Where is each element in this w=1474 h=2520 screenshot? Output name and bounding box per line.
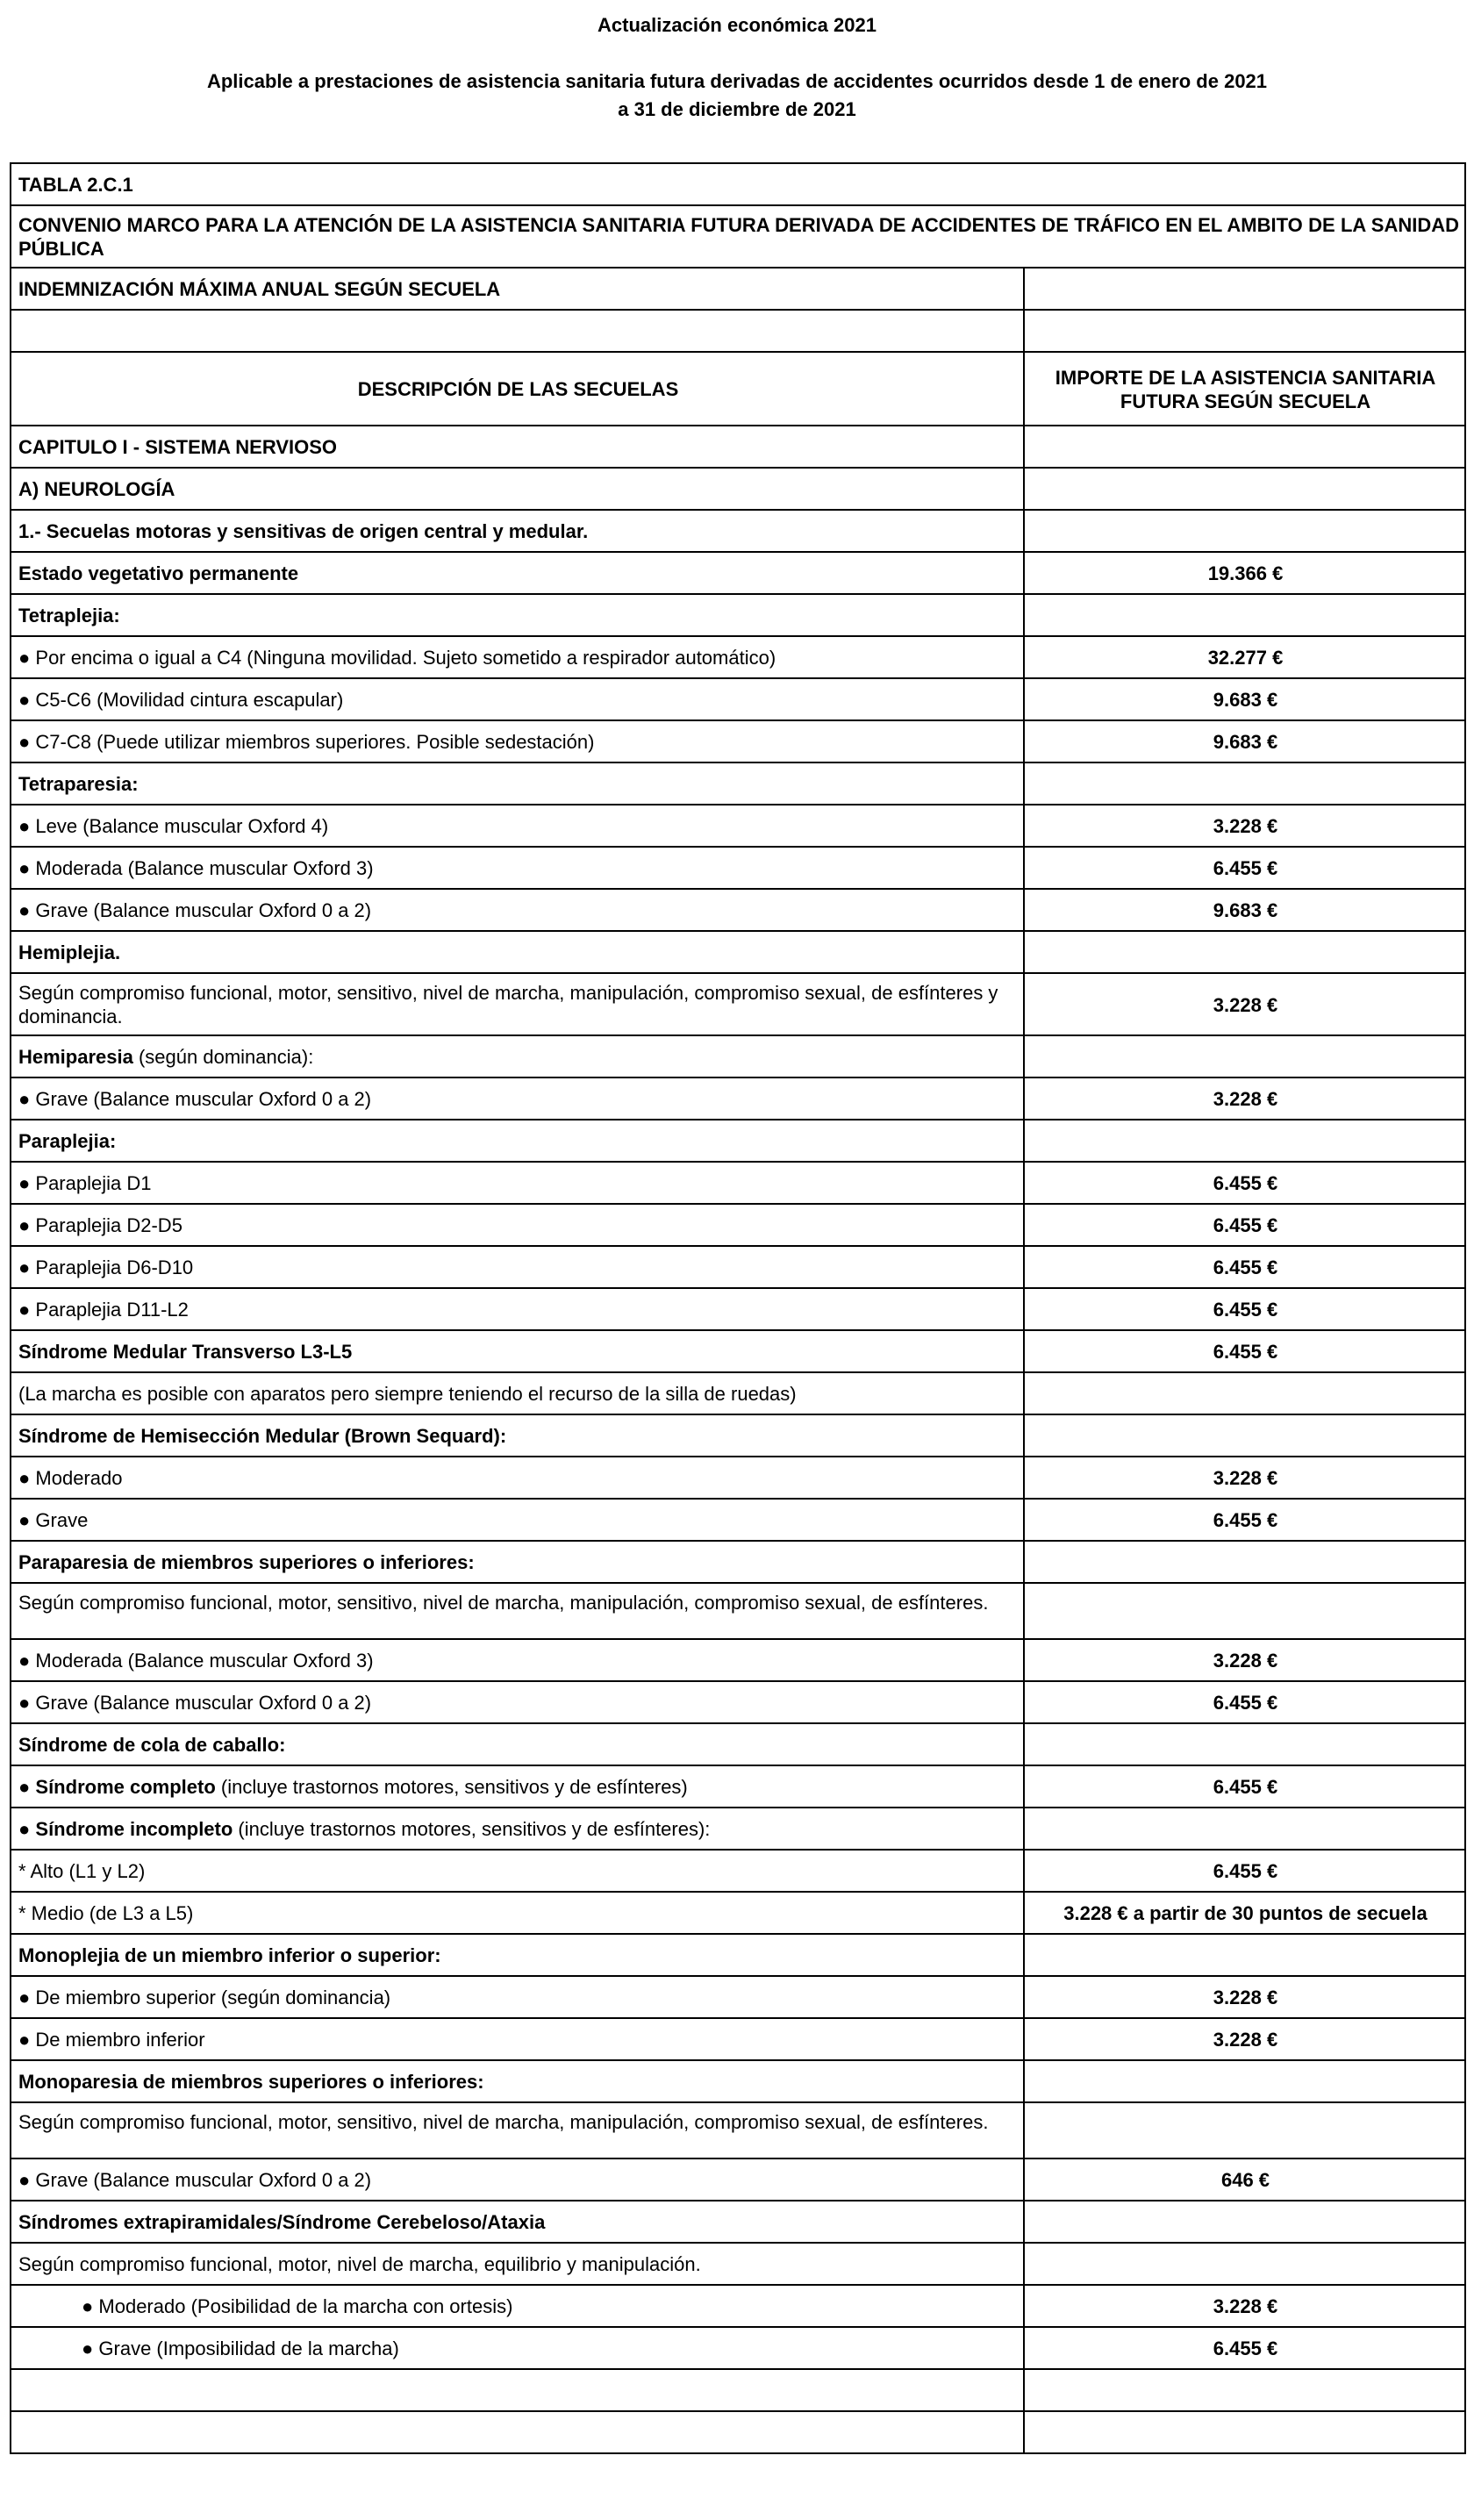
- document-subheading: Aplicable a prestaciones de asistencia sanitaria futura derivadas de accidentes ocurridos desde 1 de enero de 2021: [206, 70, 1268, 92]
- secuela-amount: 6.455 €: [1024, 1681, 1465, 1723]
- description-text: ● Grave: [18, 1509, 89, 1531]
- description-bold-text: Paraplejia:: [18, 1130, 117, 1152]
- secuela-description: [11, 2411, 1024, 2453]
- description-text: (La marcha es posible con aparatos pero siempre teniendo el recurso de la silla de ruedas): [18, 1383, 797, 1405]
- description-text: (según dominancia):: [132, 1046, 314, 1068]
- description-text: ● Moderado (Posibilidad de la marcha con ortesis): [82, 2295, 513, 2317]
- secuela-amount: [1024, 2243, 1465, 2285]
- table-row: [11, 426, 1465, 468]
- secuela-description: [11, 426, 1024, 468]
- secuela-amount: 646 €: [1024, 2158, 1465, 2201]
- table-row: [11, 2411, 1465, 2453]
- secuela-description: [11, 2285, 1024, 2327]
- table-row: [11, 720, 1465, 762]
- description-bold-text: Hemiparesia: [18, 1046, 133, 1068]
- secuela-amount: 6.455 €: [1024, 1204, 1465, 1246]
- column-header-description: DESCRIPCIÓN DE LAS SECUELAS: [11, 352, 1024, 426]
- secuela-amount: [1024, 468, 1465, 510]
- secuela-amount: 3.228 €: [1024, 1639, 1465, 1681]
- secuela-description: [11, 805, 1024, 847]
- table-row: [11, 847, 1465, 889]
- secuela-description: [11, 1892, 1024, 1934]
- description-text: ● C7-C8 (Puede utilizar miembros superiores. Posible sedestación): [18, 731, 595, 753]
- description-text: ● Grave (Imposibilidad de la marcha): [82, 2337, 399, 2359]
- table-row: [11, 1162, 1465, 1204]
- secuela-amount: [1024, 2201, 1465, 2243]
- secuela-description: [11, 636, 1024, 678]
- table-row: [11, 2018, 1465, 2060]
- secuela-description: [11, 1723, 1024, 1765]
- description-text: * Alto (L1 y L2): [18, 1860, 146, 1882]
- description-bold-text: Estado vegetativo permanente: [18, 562, 299, 584]
- description-text: (incluye trastornos motores, sensitivos y de esfínteres): [215, 1776, 688, 1798]
- secuela-amount: 19.366 €: [1024, 552, 1465, 594]
- table-row: [11, 2158, 1465, 2201]
- description-bold-text: ● Síndrome completo: [18, 1776, 216, 1798]
- description-bold-text: Hemiplejia.: [18, 941, 121, 963]
- table-row: [11, 552, 1465, 594]
- description-bold-text: Tetraplejia:: [18, 605, 120, 626]
- description-bold-text: Monoparesia de miembros superiores o inferiores:: [18, 2071, 484, 2093]
- secuela-description: [11, 552, 1024, 594]
- table-row: [11, 805, 1465, 847]
- table-row: [11, 1457, 1465, 1499]
- secuela-amount: [1024, 762, 1465, 805]
- description-text: Según compromiso funcional, motor, sensitivo, nivel de marcha, manipulación, compromiso sexual, de esfínteres y dominancia.: [18, 982, 998, 1027]
- secuela-amount: [1024, 2060, 1465, 2102]
- table-id: TABLA 2.C.1: [11, 163, 1465, 205]
- secuela-amount: 6.455 €: [1024, 1850, 1465, 1892]
- secuela-amount: 9.683 €: [1024, 678, 1465, 720]
- description-bold-text: Tetraparesia:: [18, 773, 139, 795]
- table-row: [11, 1288, 1465, 1330]
- table-row: [11, 678, 1465, 720]
- secuela-description: [11, 1541, 1024, 1583]
- table-row: [11, 2285, 1465, 2327]
- document-heading: Actualización económica 2021: [597, 14, 877, 36]
- secuela-amount: [1024, 1808, 1465, 1850]
- description-text: ● De miembro inferior: [18, 2029, 205, 2051]
- description-text: ● Grave (Balance muscular Oxford 0 a 2): [18, 899, 372, 921]
- secuela-amount: 3.228 €: [1024, 1457, 1465, 1499]
- table-row: [11, 636, 1465, 678]
- document-subheading-date-range: a 31 de diciembre de 2021: [618, 98, 856, 120]
- secuela-description: [11, 1330, 1024, 1372]
- table-row: [11, 762, 1465, 805]
- table-row: [11, 1808, 1465, 1850]
- compensation-table: [10, 162, 1466, 2454]
- secuela-amount: 32.277 €: [1024, 636, 1465, 678]
- secuela-description: [11, 973, 1024, 1035]
- description-text: * Medio (de L3 a L5): [18, 1902, 194, 1924]
- table-row: [11, 594, 1465, 636]
- secuela-description: [11, 720, 1024, 762]
- table-row: [11, 973, 1465, 1035]
- table-row: [11, 2060, 1465, 2102]
- table-row: [11, 468, 1465, 510]
- description-text: ● De miembro superior (según dominancia): [18, 1987, 391, 2008]
- table-row: [11, 1892, 1465, 1934]
- secuela-description: [11, 889, 1024, 931]
- table-row: [11, 1330, 1465, 1372]
- table-subtitle: INDEMNIZACIÓN MÁXIMA ANUAL SEGÚN SECUELA: [11, 268, 1024, 310]
- secuela-description: [11, 1457, 1024, 1499]
- table-row: [11, 2327, 1465, 2369]
- secuela-description: [11, 1681, 1024, 1723]
- secuela-amount: [1024, 510, 1465, 552]
- secuela-description: [11, 1583, 1024, 1639]
- table-row: [11, 931, 1465, 973]
- table-row: [11, 510, 1465, 552]
- secuela-amount: 3.228 €: [1024, 805, 1465, 847]
- description-text: ● Moderada (Balance muscular Oxford 3): [18, 857, 374, 879]
- secuela-amount: 3.228 € a partir de 30 puntos de secuela: [1024, 1892, 1465, 1934]
- secuela-description: [11, 2158, 1024, 2201]
- table-row: [11, 1583, 1465, 1639]
- secuela-amount: 6.455 €: [1024, 1330, 1465, 1372]
- table-row: [11, 1035, 1465, 1077]
- secuela-amount: [1024, 1934, 1465, 1976]
- secuela-amount: [1024, 2102, 1465, 2158]
- description-text: ● Paraplejia D2-D5: [18, 1214, 182, 1236]
- secuela-description: [11, 2327, 1024, 2369]
- secuela-description: [11, 2369, 1024, 2411]
- secuela-amount: [1024, 1414, 1465, 1457]
- secuela-description: [11, 1639, 1024, 1681]
- description-text: ● Paraplejia D11-L2: [18, 1299, 189, 1321]
- secuela-amount: 6.455 €: [1024, 1499, 1465, 1541]
- description-text: ● Grave (Balance muscular Oxford 0 a 2): [18, 1088, 372, 1110]
- description-text: ● Paraplejia D6-D10: [18, 1256, 194, 1278]
- secuela-description: [11, 1372, 1024, 1414]
- secuela-amount: 6.455 €: [1024, 1246, 1465, 1288]
- secuela-amount: 6.455 €: [1024, 847, 1465, 889]
- secuela-description: [11, 762, 1024, 805]
- table-cell-empty: [1024, 268, 1465, 310]
- table-row: [11, 1246, 1465, 1288]
- secuela-amount: [1024, 594, 1465, 636]
- description-text: ● Grave (Balance muscular Oxford 0 a 2): [18, 2169, 372, 2191]
- secuela-description: [11, 1765, 1024, 1808]
- table-row: [11, 2102, 1465, 2158]
- secuela-amount: 6.455 €: [1024, 1288, 1465, 1330]
- table-row: [11, 1372, 1465, 1414]
- secuela-description: [11, 510, 1024, 552]
- table-cell-empty: [1024, 310, 1465, 352]
- table-row: [11, 2243, 1465, 2285]
- table-row: [11, 1723, 1465, 1765]
- secuela-description: [11, 2102, 1024, 2158]
- secuela-description: [11, 1414, 1024, 1457]
- description-text: (incluye trastornos motores, sensitivos y de esfínteres):: [233, 1818, 711, 1840]
- secuela-amount: 9.683 €: [1024, 889, 1465, 931]
- table-cell-empty: [11, 310, 1024, 352]
- secuela-description: [11, 1976, 1024, 2018]
- secuela-amount: [1024, 1541, 1465, 1583]
- secuela-amount: 3.228 €: [1024, 1077, 1465, 1120]
- secuela-amount: [1024, 2411, 1465, 2453]
- table-row: [11, 1414, 1465, 1457]
- secuela-amount: 3.228 €: [1024, 2018, 1465, 2060]
- description-text: ● Paraplejia D1: [18, 1172, 152, 1194]
- description-bold-text: CAPITULO I - SISTEMA NERVIOSO: [18, 436, 338, 458]
- secuela-description: [11, 1850, 1024, 1892]
- description-text: ● C5-C6 (Movilidad cintura escapular): [18, 689, 344, 711]
- secuela-description: [11, 1077, 1024, 1120]
- description-text: Según compromiso funcional, motor, sensitivo, nivel de marcha, manipulación, compromiso sexual, de esfínteres.: [18, 1592, 989, 1614]
- description-bold-text: 1.- Secuelas motoras y sensitivas de origen central y medular.: [18, 520, 589, 542]
- table-row: [11, 1077, 1465, 1120]
- table-row: [11, 1976, 1465, 2018]
- table-row: [11, 1765, 1465, 1808]
- description-bold-text: Monoplejia de un miembro inferior o superior:: [18, 1944, 441, 1966]
- description-bold-text: ● Síndrome incompleto: [18, 1818, 233, 1840]
- secuela-description: [11, 1204, 1024, 1246]
- table-row: [11, 1541, 1465, 1583]
- secuela-description: [11, 468, 1024, 510]
- secuela-amount: [1024, 1120, 1465, 1162]
- secuela-description: [11, 1162, 1024, 1204]
- secuela-description: [11, 2243, 1024, 2285]
- secuela-description: [11, 2201, 1024, 2243]
- description-text: ● Leve (Balance muscular Oxford 4): [18, 815, 329, 837]
- table-row: [11, 2201, 1465, 2243]
- secuela-description: [11, 2060, 1024, 2102]
- secuela-description: [11, 1808, 1024, 1850]
- table-row: [11, 1681, 1465, 1723]
- table-row: [11, 1850, 1465, 1892]
- description-bold-text: Síndrome de cola de caballo:: [18, 1734, 286, 1756]
- secuela-amount: 3.228 €: [1024, 2285, 1465, 2327]
- secuela-description: [11, 1499, 1024, 1541]
- secuela-description: [11, 1934, 1024, 1976]
- secuela-description: [11, 1035, 1024, 1077]
- secuela-amount: 6.455 €: [1024, 1765, 1465, 1808]
- secuela-description: [11, 1120, 1024, 1162]
- secuela-description: [11, 1288, 1024, 1330]
- description-text: ● Moderado: [18, 1467, 123, 1489]
- description-text: ● Moderada (Balance muscular Oxford 3): [18, 1650, 374, 1672]
- secuela-amount: [1024, 426, 1465, 468]
- secuela-amount: 3.228 €: [1024, 1976, 1465, 2018]
- description-bold-text: Paraparesia de miembros superiores o inferiores:: [18, 1551, 475, 1573]
- description-bold-text: A) NEUROLOGÍA: [18, 478, 175, 500]
- secuela-amount: [1024, 1372, 1465, 1414]
- column-header-amount: IMPORTE DE LA ASISTENCIA SANITARIA FUTURA SEGÚN SECUELA: [1024, 352, 1465, 426]
- secuela-description: [11, 847, 1024, 889]
- table-title: CONVENIO MARCO PARA LA ATENCIÓN DE LA ASISTENCIA SANITARIA FUTURA DERIVADA DE ACCIDENTES DE TRÁFICO EN EL AMBITO DE LA SANIDAD PÚBLICA: [11, 205, 1465, 268]
- description-text: Según compromiso funcional, motor, sensitivo, nivel de marcha, manipulación, compromiso sexual, de esfínteres.: [18, 2111, 989, 2133]
- table-row: [11, 2369, 1465, 2411]
- table-row: [11, 1499, 1465, 1541]
- secuela-amount: [1024, 1723, 1465, 1765]
- secuela-amount: [1024, 1035, 1465, 1077]
- secuela-description: [11, 931, 1024, 973]
- secuela-description: [11, 594, 1024, 636]
- secuela-amount: [1024, 931, 1465, 973]
- secuela-amount: 6.455 €: [1024, 2327, 1465, 2369]
- table-row: [11, 1120, 1465, 1162]
- secuela-amount: 9.683 €: [1024, 720, 1465, 762]
- description-text: ● Grave (Balance muscular Oxford 0 a 2): [18, 1692, 372, 1714]
- description-bold-text: Síndromes extrapiramidales/Síndrome Cerebeloso/Ataxia: [18, 2211, 546, 2233]
- secuela-description: [11, 2018, 1024, 2060]
- table-row: [11, 1934, 1465, 1976]
- secuela-amount: 6.455 €: [1024, 1162, 1465, 1204]
- secuela-amount: [1024, 2369, 1465, 2411]
- table-row: [11, 1639, 1465, 1681]
- description-bold-text: Síndrome de Hemisección Medular (Brown Sequard):: [18, 1425, 507, 1447]
- secuela-amount: 3.228 €: [1024, 973, 1465, 1035]
- table-row: [11, 1204, 1465, 1246]
- description-bold-text: Síndrome Medular Transverso L3-L5: [18, 1341, 353, 1363]
- description-text: ● Por encima o igual a C4 (Ninguna movilidad. Sujeto sometido a respirador automático): [18, 647, 776, 669]
- secuela-amount: [1024, 1583, 1465, 1639]
- description-text: Según compromiso funcional, motor, nivel de marcha, equilibrio y manipulación.: [18, 2253, 701, 2275]
- table-row: [11, 889, 1465, 931]
- secuela-description: [11, 1246, 1024, 1288]
- secuela-description: [11, 678, 1024, 720]
